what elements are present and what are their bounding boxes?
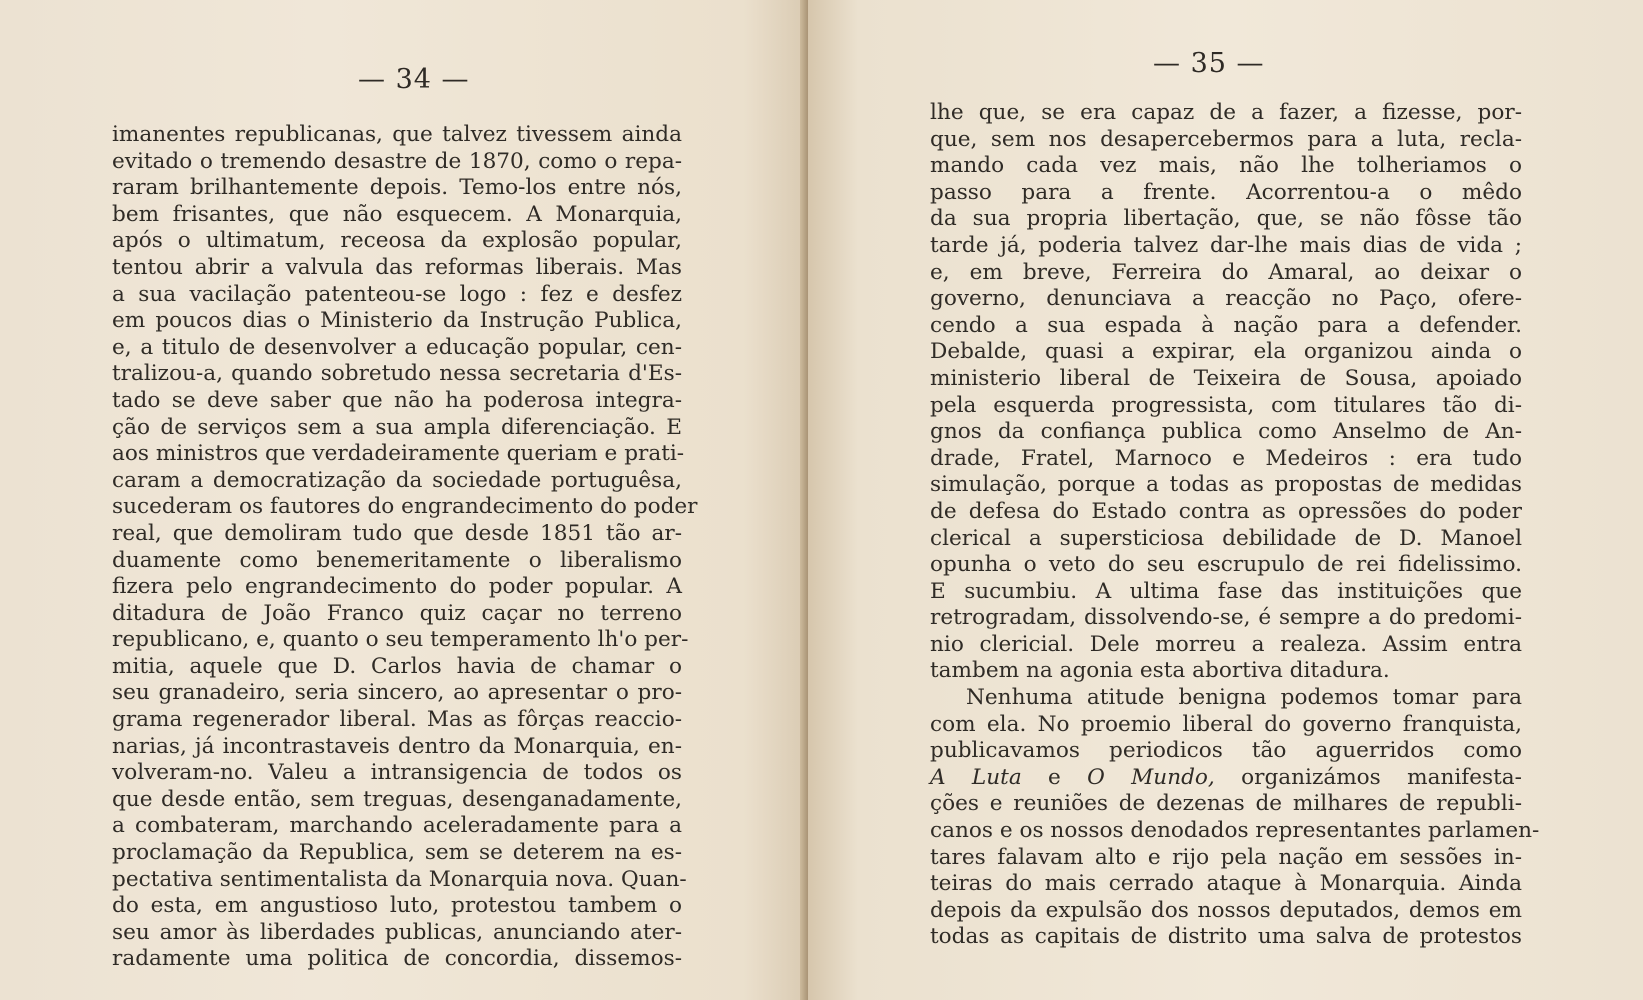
text-line: que desde então, sem treguas, desenganadamente, <box>112 786 682 812</box>
text-line: aos ministros que verdadeiramente queriam e prati- <box>112 441 685 467</box>
text-line: e, a titulo de desenvolver a educação popular, cen- <box>112 334 682 360</box>
text-line: tado se deve saber que não ha poderosa integra- <box>112 387 682 413</box>
text-line: tambem na agonia esta abortiva ditadura. <box>930 658 1390 684</box>
text-line: imanentes republicanas, que talvez tivessem ainda <box>112 122 682 147</box>
text-line: todas as capitais de distrito uma salva de protestos <box>930 924 1522 950</box>
text-line: tralizou-a, quando sobretudo nessa secretaria d'Es- <box>112 361 682 387</box>
text-line: passo para a frente. Acorrentou-a o mêdo <box>930 179 1522 205</box>
text-line: nio clericial. Dele morreu a realeza. Assim entra <box>930 631 1522 657</box>
text-line: e, em breve, Ferreira do Amaral, ao deixar o <box>930 259 1522 285</box>
text-line: republicano, e, quanto o seu temperamento lh'o per- <box>112 627 689 653</box>
text-line: seu granadeiro, seria sincero, ao apresentar o pro- <box>112 680 682 706</box>
text-line: mitia, aquele que D. Carlos havia de chamar o <box>112 653 682 679</box>
text-line: de defesa do Estado contra as opressões do poder <box>930 498 1522 524</box>
text-line: evitado o tremendo desastre de 1870, como o repa- <box>112 148 682 174</box>
text-line: ção de serviços sem a sua ampla diferenciação. E <box>112 414 682 440</box>
text-line: ditadura de João Franco quiz caçar no terreno <box>112 600 682 626</box>
text-line: grama regenerador liberal. Mas as fôrças reaccio- <box>112 707 682 733</box>
right-page-text <box>930 100 1540 951</box>
right-page-paragraph-start <box>930 685 1522 765</box>
text-line: pela esquerda progressista, com titulares tão di- <box>930 392 1522 418</box>
text-line: mando cada vez mais, não lhe tolheriamos o <box>930 153 1522 179</box>
text-line-italic-titles <box>930 765 1522 792</box>
text-line: do esta, em angustioso luto, protestou tambem o <box>112 893 682 919</box>
text-line: radamente uma politica de concordia, dissemos- <box>112 946 682 972</box>
text-line: opunha o veto do seu escrupulo de rei fidelissimo. <box>930 552 1522 578</box>
text-line: ções e reuniões de dezenas de milhares de republi- <box>930 791 1522 817</box>
right-page-paragraph-rest <box>930 791 1540 951</box>
text-line: teiras do mais cerrado ataque à Monarquia. Ainda <box>930 871 1522 897</box>
conjunction-text: e <box>1048 764 1061 790</box>
text-line: fizera pelo engrandecimento do poder popular. A <box>112 574 682 600</box>
text-line: ministerio liberal de Teixeira de Sousa, apoiado <box>930 365 1522 391</box>
text-line: gnos da confiança publica como Anselmo de An- <box>930 419 1522 445</box>
text-line: que, sem nos desapercebermos para a luta, recla- <box>930 126 1522 152</box>
text-line: volveram-no. Valeu a intransigencia de todos os <box>112 760 682 786</box>
text-line: tarde já, poderia talvez dar-lhe mais dias de vida ; <box>930 232 1522 258</box>
text-line: a combateram, marchando aceleradamente para a <box>112 813 682 839</box>
text-line: Nenhuma atitude benigna podemos tomar para <box>966 685 1522 711</box>
text-line: canos e os nossos denodados representantes parlamen- <box>930 818 1540 844</box>
text-line: bem frisantes, que não esquecem. A Monarquia, <box>112 201 682 227</box>
text-line: com ela. No proemio liberal do governo franquista, <box>930 711 1522 737</box>
newspaper-title-o-mundo: O Mundo, <box>1087 764 1215 790</box>
page-number-right: — 35 — <box>1153 48 1265 79</box>
text-line: E sucumbiu. A ultima fase das instituições que <box>930 578 1522 604</box>
text-line: a sua vacilação patenteou-se logo : fez e desfez <box>112 281 682 307</box>
text-line: Debalde, quasi a expirar, ela organizou ainda o <box>930 339 1522 365</box>
text-line: cendo a sua espada à nação para a defender. <box>930 312 1522 338</box>
text-line: da sua propria libertação, que, se não fôsse tão <box>930 206 1522 232</box>
right-page-text-part-1 <box>930 100 1522 685</box>
text-line: lhe que, se era capaz de a fazer, a fizesse, por- <box>930 100 1522 125</box>
text-line: raram brilhantemente depois. Temo-los entre nós, <box>112 175 682 201</box>
text-line: clerical a supersticiosa debilidade de D. Manoel <box>930 525 1522 551</box>
text-line: retrogradam, dissolvendo-se, é sempre a do predomi- <box>930 605 1522 631</box>
left-page-text <box>112 122 698 973</box>
line-continuation-text: organizámos manifesta- <box>1241 764 1522 790</box>
text-line: publicavamos periodicos tão aguerridos como <box>930 738 1522 764</box>
text-line: seu amor às liberdades publicas, anunciando ater- <box>112 919 682 945</box>
text-line: narias, já incontrastaveis dentro da Monarquia, en- <box>112 733 682 759</box>
text-line: tares falavam alto e rijo pela nação em sessões in- <box>930 844 1522 870</box>
text-line: pectativa sentimentalista da Monarquia nova. Quan- <box>112 866 687 892</box>
text-line: proclamação da Republica, sem se deterem na es- <box>112 840 682 866</box>
text-line: simulação, porque a todas as propostas de medidas <box>930 472 1522 498</box>
text-line: sucederam os fautores do engrandecimento do poder <box>112 494 698 520</box>
left-page <box>0 0 808 1000</box>
newspaper-title-a-luta: A Luta <box>930 764 1022 790</box>
text-line: caram a democratização da sociedade portuguêsa, <box>112 467 682 493</box>
text-line: em poucos dias o Ministerio da Instrução Publica, <box>112 308 682 334</box>
text-line: tentou abrir a valvula das reformas liberais. Mas <box>112 254 682 280</box>
page-number-left: — 34 — <box>358 64 470 95</box>
text-line: drade, Fratel, Marnoco e Medeiros : era tudo <box>930 445 1522 471</box>
text-line: real, que demoliram tudo que desde 1851 tão ar- <box>112 520 682 546</box>
text-line: depois da expulsão dos nossos deputados, demos em <box>930 897 1522 923</box>
right-page <box>808 0 1643 1000</box>
text-line: governo, denunciava a reacção no Paço, ofere- <box>930 286 1522 312</box>
text-line: após o ultimatum, receosa da explosão popular, <box>112 228 682 254</box>
text-line: duamente como benemeritamente o liberalismo <box>112 547 682 573</box>
